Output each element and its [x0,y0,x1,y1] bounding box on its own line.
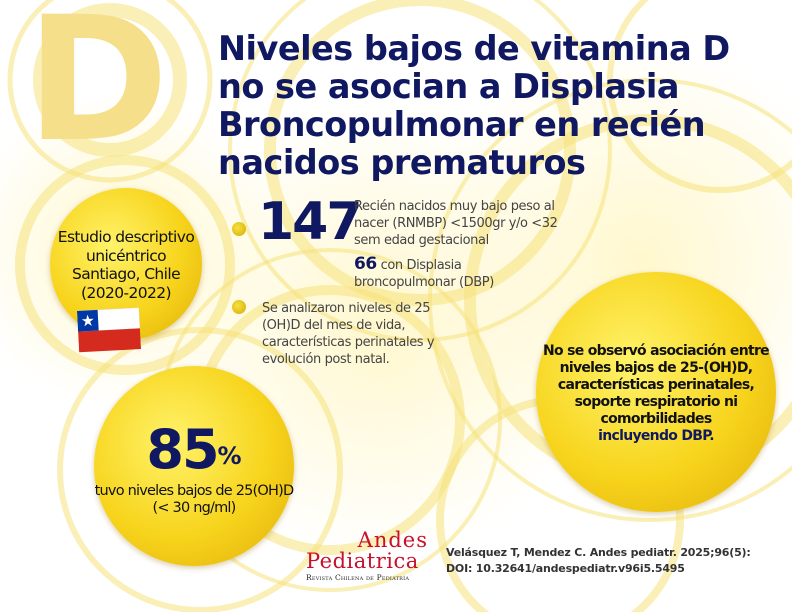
sample-count: 147 [258,192,361,252]
bullet-dot [232,300,246,314]
citation-doi: DOI: 10.32641/andespediatr.v96i5.5495 [446,562,685,575]
dbp-line [354,256,554,291]
bullet-dot [232,222,246,236]
stat-description: tuvo niveles bajos de 25(OH)D (< 30 ng/ml) [94,483,294,516]
journal-logo [306,530,436,582]
dbp-description: con Displasia broncopulmonar (DBP) [354,258,494,290]
result-description: No se observó asociación entre niveles bajos de 25-(OH)D, características perinatales, soporte respiratorio ni comorbilidades [543,343,769,427]
citation-reference: Velásquez T, Mendez C. Andes pediatr. 2025;96(5): [446,546,751,559]
result-circle [536,272,776,512]
vitamin-d-letter: D [26,0,169,180]
citation [446,545,776,577]
stat-value: 85 [146,418,218,481]
result-highlight: incluyendo DBP. [598,428,714,444]
stat-circle [94,366,294,566]
logo-subtitle: Revista Chilena de Pediatría [306,573,410,582]
stat-unit: % [217,442,242,470]
study-description: Estudio descriptivo unicéntrico Santiago, Chile (2020-2022) [57,228,195,302]
logo-andes: Andes [357,528,428,552]
logo-pediatrica: Pediatrica [306,549,419,573]
dbp-count: 66 [354,254,377,274]
result-text [536,343,776,445]
sample-description: Recién nacidos muy bajo peso al nacer (RNMBP) <1500gr y/o <32 sem edad gestacional [354,199,558,248]
stat-value-line [146,418,242,481]
chile-flag-icon [77,306,141,353]
page-title: Niveles bajos de vitamina D no se asocian a Displasia Broncopulmonar en recién nacidos prematuros [218,29,730,182]
analysis-description: Se analizaron niveles de 25 (OH)D del mes de vida, características perinatales y evolución post natal. [262,301,435,367]
